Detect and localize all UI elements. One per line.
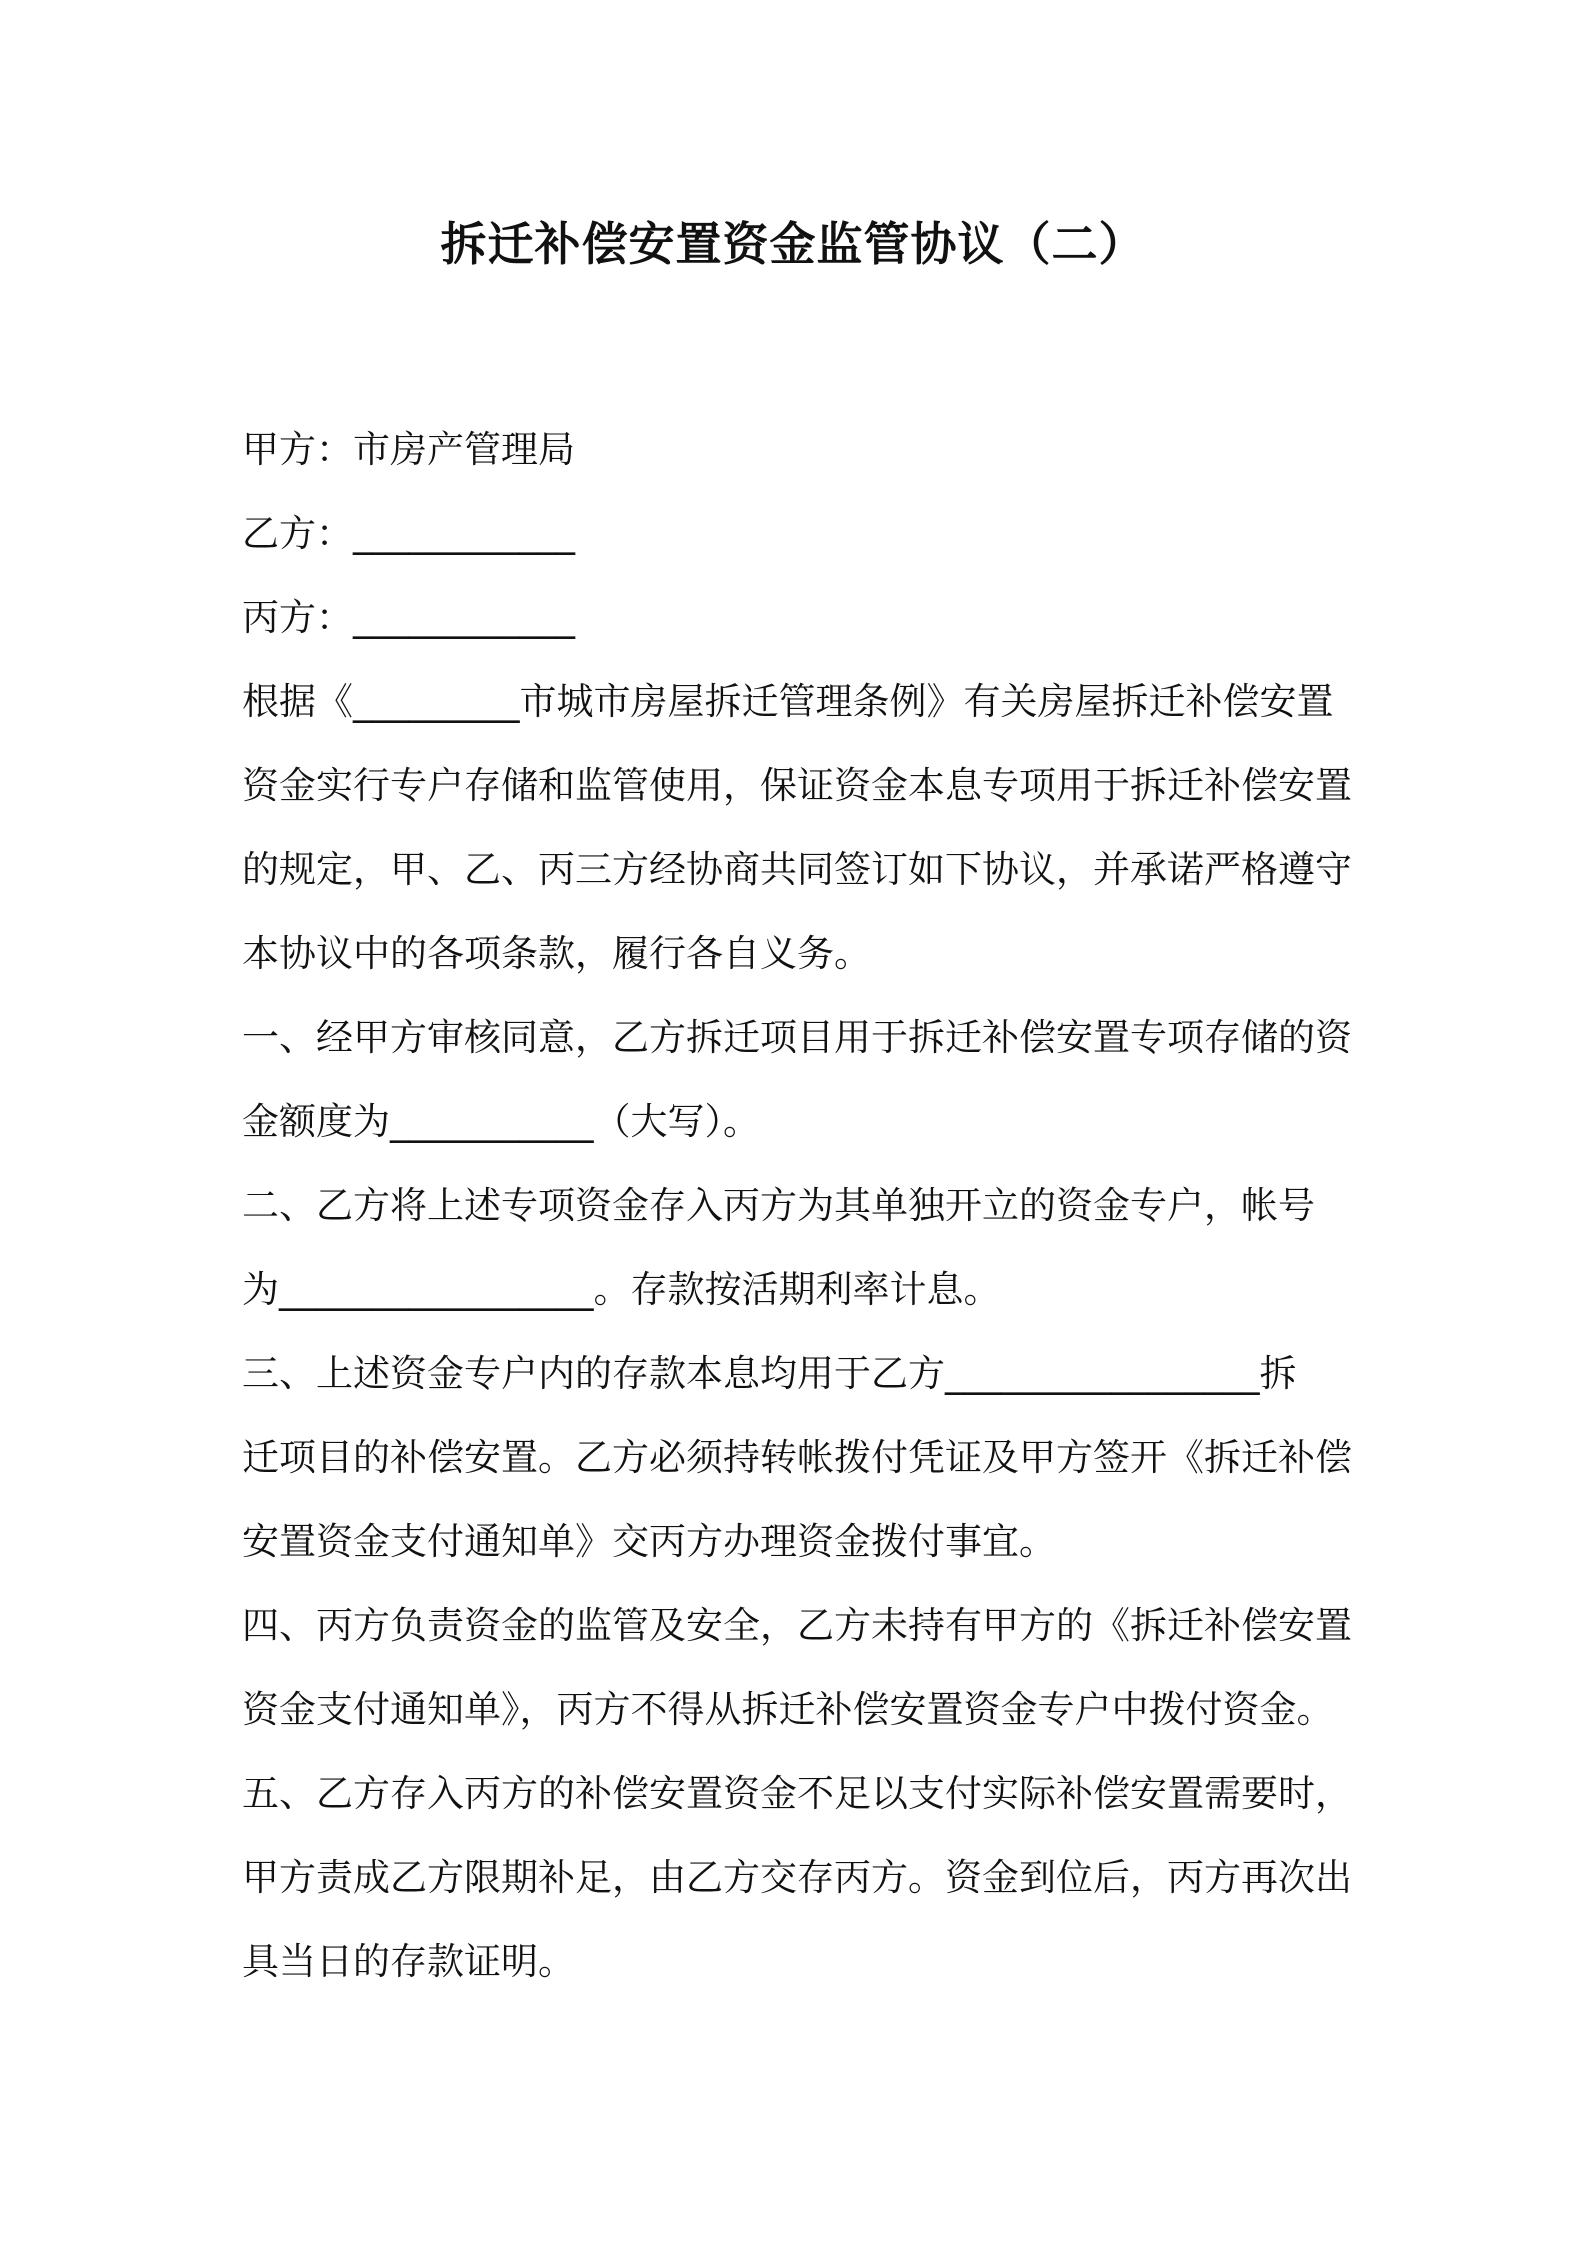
party-c-line: 丙方：____________ [242, 596, 575, 639]
clause-1-line: 一、经甲方审核同意，乙方拆迁项目用于拆迁补偿安置专项存储的资 [242, 1016, 1352, 1059]
paragraph-line: 本协议中的各项条款，履行各自义务。 [242, 932, 871, 975]
clause-5-line: 甲方责成乙方限期补足，由乙方交存丙方。资金到位后，丙方再次出 [242, 1856, 1352, 1899]
clause-2-line: 二、乙方将上述专项资金存入丙方为其单独开立的资金专户，帐号 [242, 1184, 1315, 1227]
clause-4-line: 资金支付通知单》，丙方不得从拆迁补偿安置资金专户中拨付资金。 [242, 1688, 1334, 1731]
clause-1-line: 金额度为___________（大写）。 [242, 1100, 760, 1143]
clause-3-line: 迁项目的补偿安置。乙方必须持转帐拨付凭证及甲方签开《拆迁补偿 [242, 1436, 1352, 1479]
clause-5-line: 五、乙方存入丙方的补偿安置资金不足以支付实际补偿安置需要时， [242, 1772, 1352, 1815]
party-b-line: 乙方：____________ [242, 512, 575, 555]
clause-4-line: 四、丙方负责资金的监管及安全，乙方未持有甲方的《拆迁补偿安置 [242, 1604, 1352, 1647]
clause-3-line: 三、上述资金专户内的存款本息均用于乙方_________________拆 [242, 1352, 1297, 1395]
paragraph-line: 资金实行专户存储和监管使用，保证资金本息专项用于拆迁补偿安置 [242, 764, 1352, 807]
clause-2-line: 为_________________。存款按活期利率计息。 [242, 1268, 1001, 1311]
document-body [242, 408, 1362, 2004]
clause-5-line: 具当日的存款证明。 [242, 1940, 575, 1983]
clause-3-line: 安置资金支付通知单》交丙方办理资金拨付事宜。 [242, 1520, 1056, 1563]
party-a-line: 甲方：市房产管理局 [242, 428, 575, 471]
document-title: 拆迁补偿安置资金监管协议（二） [440, 217, 1146, 271]
paragraph-line: 的规定，甲、乙、丙三方经协商共同签订如下协议，并承诺严格遵守 [242, 848, 1352, 891]
paragraph-line: 根据《_________市城市房屋拆迁管理条例》有关房屋拆迁补偿安置 [242, 680, 1334, 723]
